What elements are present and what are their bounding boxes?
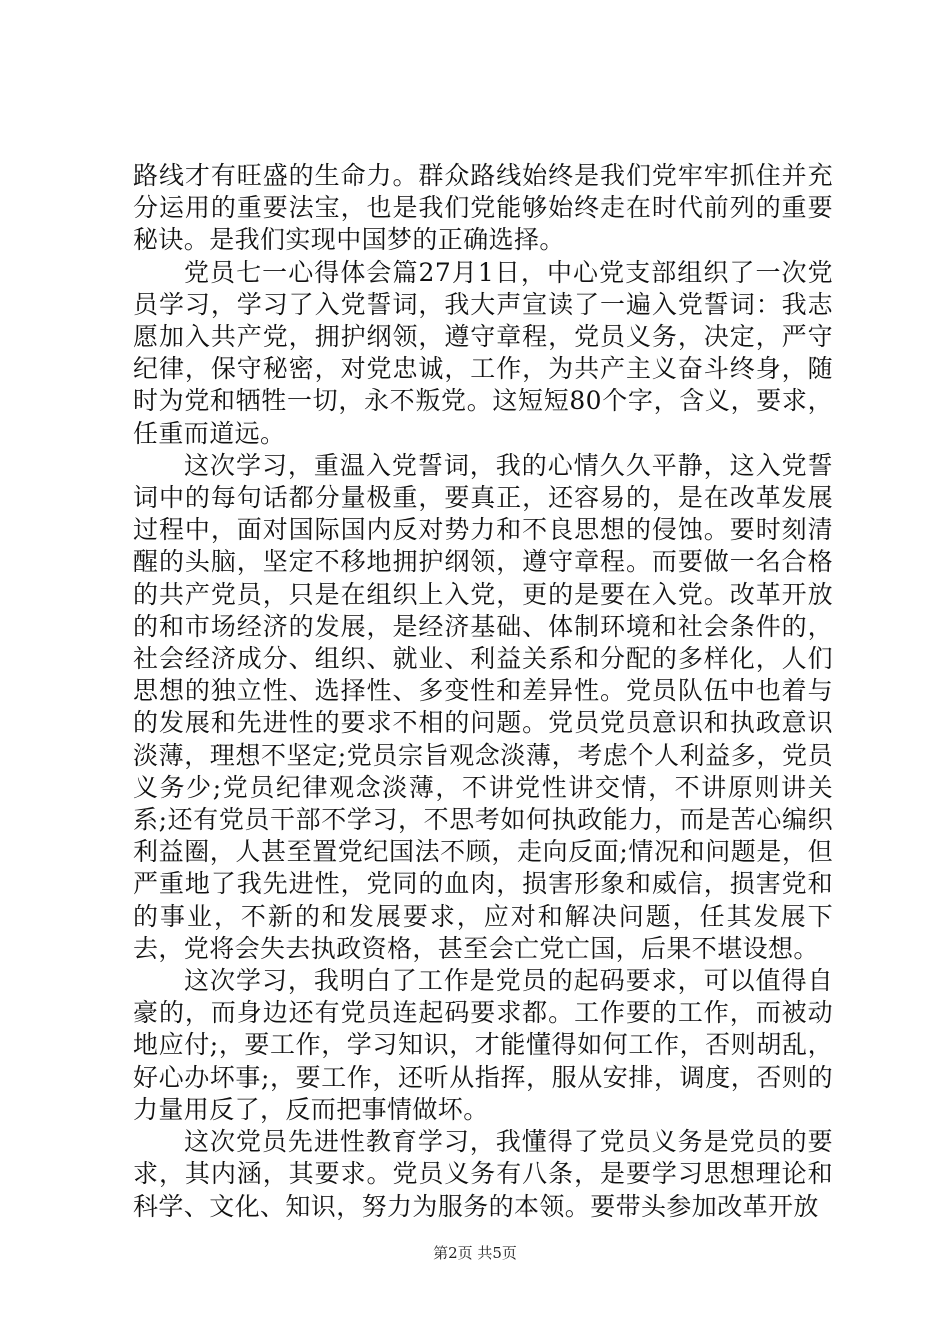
paragraph-1: 路线才有旺盛的生命力。群众路线始终是我们党牢牢抓住并充分运用的重要法宝，也是我们党能够始终走在时代前列的重要秘诀。是我们实现中国梦的正确选择。 [133, 161, 833, 255]
document-body [133, 160, 833, 1223]
page-number-footer: 第2页 共5页 [433, 1244, 517, 1262]
paragraph-5: 这次党员先进性教育学习，我懂得了党员义务是党员的要求，其内涵，其要求。党员义务有八条，是要学习思想理论和科学、文化、知识，努力为服务的本领。要带头参加改革开放 [133, 1127, 833, 1221]
paragraph-2: 党员七一心得体会篇27月1日，中心党支部组织了一次党员学习，学习了入党誓词，我大声宣读了一遍入党誓词：我志愿加入共产党，拥护纲领，遵守章程，党员义务，决定，严守纪律，保守秘密，对党忠诚，工作，为共产主义奋斗终身，随时为党和牺牲一切，永不叛党。这短短80个字，含义，要求，任重而道远。 [133, 257, 833, 448]
paragraph-3: 这次学习，重温入党誓词，我的心情久久平静，这入党誓词中的每句话都分量极重，要真正，还容易的，是在改革发展过程中，面对国际国内反对势力和不良思想的侵蚀。要时刻清醒的头脑，坚定不移地拥护纲领，遵守章程。而要做一名合格的共产党员，只是在组织上入党，更的是要在入党。改革开放的和市场经济的发展，是经济基础、体制环境和社会条件的，社会经济成分、组织、就业、利益关系和分配的多样化，人们思想的独立性、选择性、多变性和差异性。党员队伍中也着与的发展和先进性的要求不相的问题。党员党员意识和执政意识淡薄，理想不坚定;党员宗旨观念淡薄，考虑个人利益多，党员义务少;党员纪律观念淡薄，不讲党性讲交情，不讲原则讲关系;还有党员干部不学习，不思考如何执政能力，而是苦心编织利益圈，人甚至置党纪国法不顾，走向反面;情况和问题是，但严重地了我先进性，党同的血肉，损害形象和威信，损害党和的事业，不新的和发展要求，应对和解决问题，任其发展下去，党将会失去执政资格，甚至会亡党亡国，后果不堪设想。 [133, 450, 833, 963]
paragraph-4: 这次学习，我明白了工作是党员的起码要求，可以值得自豪的，而身边还有党员连起码要求都。工作要的工作，而被动地应付;，要工作，学习知识，才能懂得如何工作，否则胡乱，好心办坏事;，要工作，还听从指挥，服从安排，调度，否则的力量用反了，反而把事情做坏。 [133, 966, 833, 1124]
